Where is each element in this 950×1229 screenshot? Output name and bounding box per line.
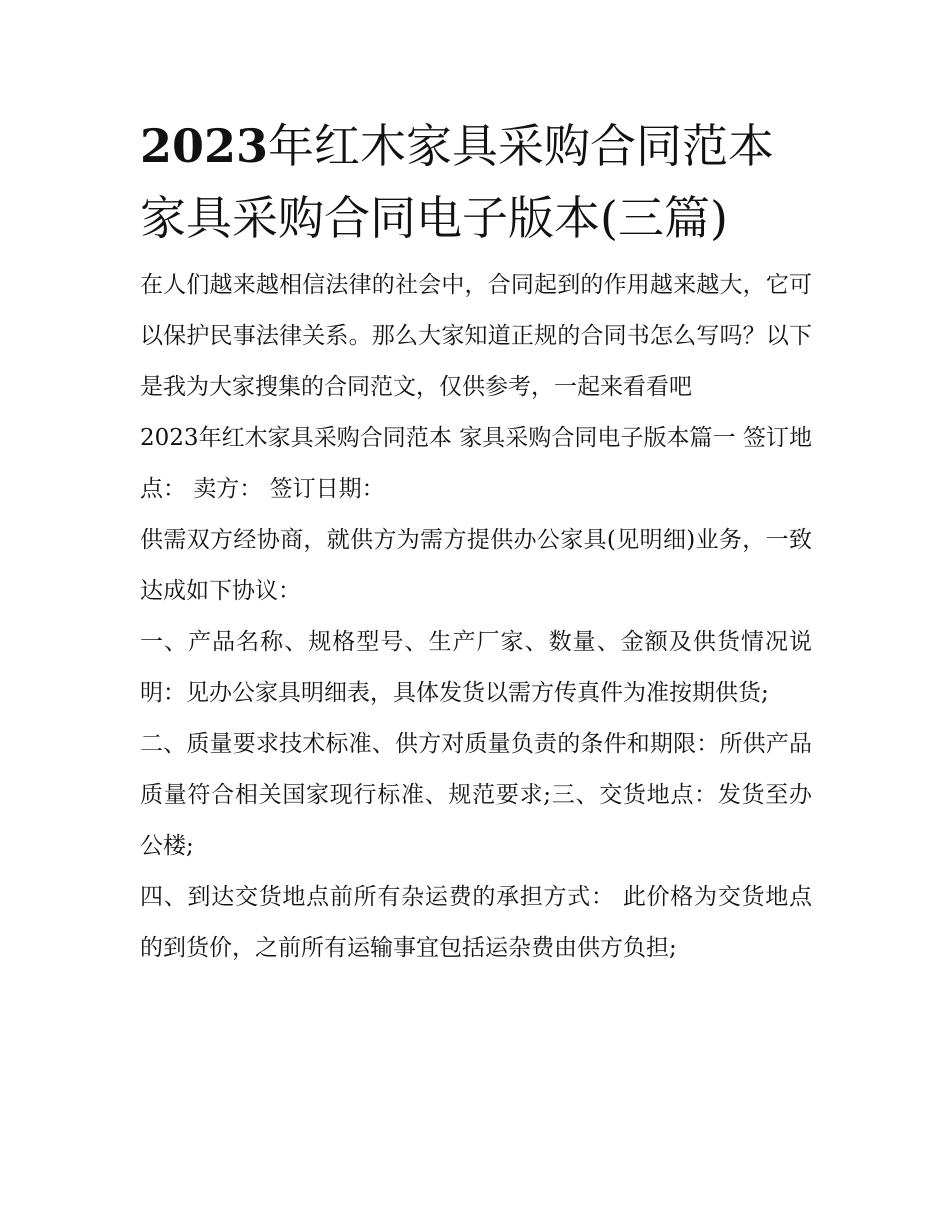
document-page: [140, 110, 812, 974]
title-text: 年红木家具采购合同范本家具采购合同电子版本(三篇): [140, 119, 775, 245]
document-title: [140, 110, 812, 254]
clause-4-paragraph: 四、到达交货地点前所有杂运费的承担方式： 此价格为交货地点的到货价，之前所有运输事宜包括运杂费由供方负担;: [140, 884, 812, 961]
agreement-paragraph: 供需双方经协商，就供方为需方提供办公家具(见明细)业务，一致达成如下协议：: [140, 527, 812, 604]
clause-2-3-paragraph: 二、质量要求技术标准、供方对质量负责的条件和期限：所供产品质量符合相关国家现行标准、规范要求;三、交货地点：发货至办公楼;: [140, 731, 812, 859]
title-year: 2023: [140, 119, 269, 173]
section-heading-paragraph: 2023年红木家具采购合同范本 家具采购合同电子版本篇一 签订地点： 卖方： 签订日期：: [140, 425, 812, 502]
intro-paragraph: 在人们越来越相信法律的社会中，合同起到的作用越来越大，它可以保护民事法律关系。那么大家知道正规的合同书怎么写吗？以下是我为大家搜集的合同范文，仅供参考，一起来看看吧: [140, 272, 812, 400]
clause-1-paragraph: 一、产品名称、规格型号、生产厂家、数量、金额及供货情况说明：见办公家具明细表，具体发货以需方传真件为准按期供货;: [140, 629, 812, 706]
